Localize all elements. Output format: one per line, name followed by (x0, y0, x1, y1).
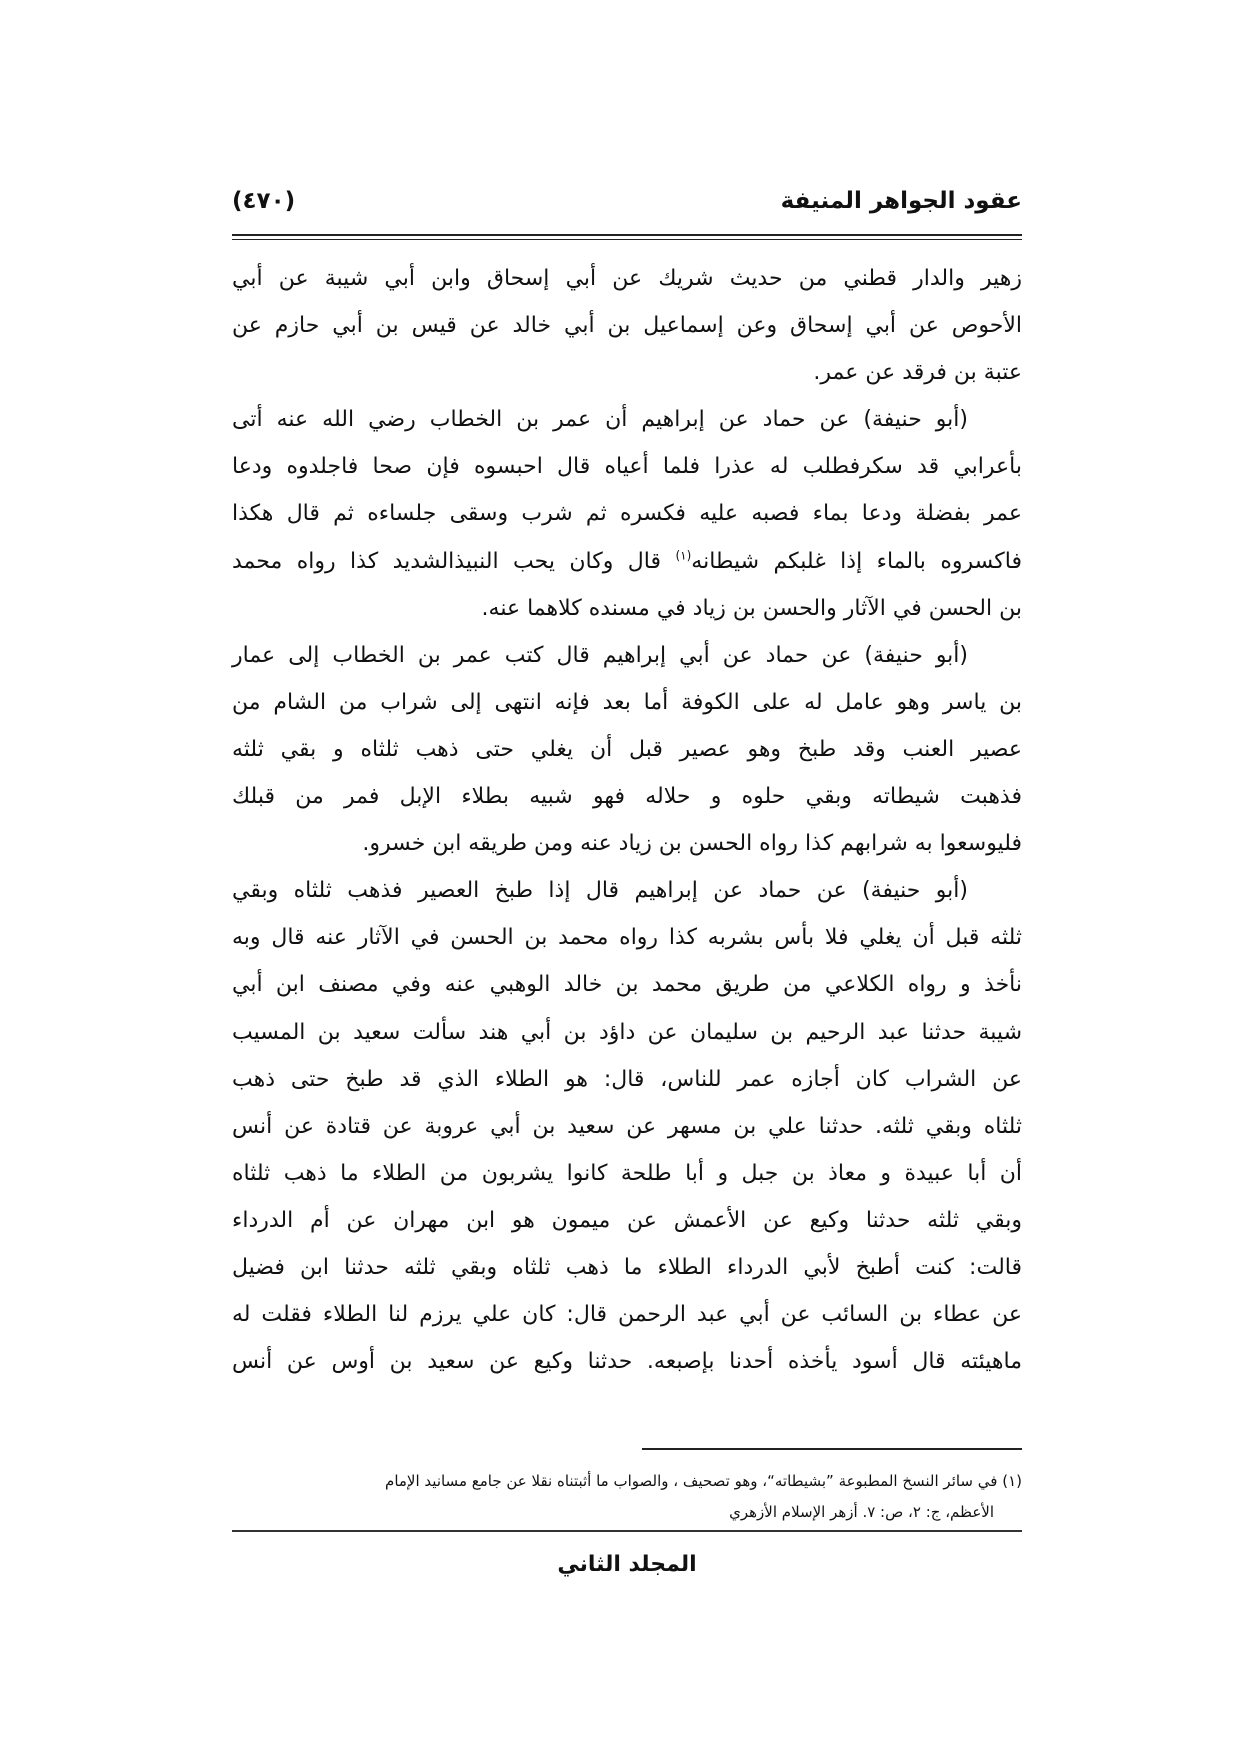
text-line: وبقي ثلثه حدثنا وكيع عن الأعمش عن ميمون هو ابن مهران عن أم الدرداء (232, 1207, 1022, 1233)
text-line: بأعرابي قد سكرفطلب له عذرا فلما أعياه قال احبسوه فإن صحا فاجلدوه ودعا (232, 454, 1022, 480)
text-line: فليوسعوا به شرابهم كذا رواه الحسن بن زياد عنه ومن طريقه ابن خسرو. (362, 831, 1022, 857)
body-text (232, 255, 1022, 1385)
text-line: عن عطاء بن السائب عن أبي عبد الرحمن قال: كان علي يرزم لنا الطلاء فقلت له (232, 1302, 1022, 1328)
footnote-line: (١) في سائر النسخ المطبوعة ”بشيطاته“، وهو تصحيف ، والصواب ما أثبتناه نقلا عن جامع مسانيد الإمام (385, 1472, 1022, 1490)
text-line: (أبو حنيفة) عن حماد عن إبراهيم قال إذا طبخ العصير فذهب ثلثاه وبقي (232, 878, 968, 904)
text-line: عصير العنب وقد طبخ وهو عصير قبل أن يغلي حتى ذهب ثلثاه و بقي ثلثه (232, 736, 1022, 762)
text-line: ماهيئته قال أسود يأخذه أحدنا بإصبعه. حدثنا وكيع عن سعيد بن أوس عن أنس (232, 1349, 1022, 1375)
book-title: عقود الجواهر المنيفة (780, 188, 1022, 214)
footnote-separator (642, 1448, 1022, 1450)
text-line: الأحوص عن أبي إسحاق وعن إسماعيل بن أبي خالد عن قيس بن أبي حازم عن (232, 313, 1022, 339)
footnote-marker[interactable]: (١) (675, 548, 692, 563)
text-segment: قال وكان يحب النبيذالشديد كذا رواه محمد (232, 548, 662, 574)
text-line: بن الحسن في الآثار والحسن بن زياد في مسنده كلاهما عنه. (481, 595, 1022, 621)
page-header (232, 188, 1022, 228)
text-line: عمر بفضلة ودعا بماء فصبه عليه فكسره ثم شرب وسقى جلساءه ثم قال هكذا (232, 501, 1022, 527)
text-line (232, 538, 1022, 585)
footnote-line: الأعظم، ج: ٢، ص: ٧. أزهر الإسلام الأزهري (729, 1503, 994, 1521)
footnotes (232, 1466, 1022, 1528)
text-line: عتبة بن فرقد عن عمر. (813, 360, 1022, 386)
text-line: بن ياسر وهو عامل له على الكوفة أما بعد فإنه انتهى إلى شراب من الشام من (232, 689, 1022, 715)
text-line: ثلثه قبل أن يغلي فلا بأس بشربه كذا رواه محمد بن الحسن في الآثار عنه قال وبه (232, 925, 1022, 951)
text-line: زهير والدار قطني من حديث شريك عن أبي إسحاق وابن أبي شيبة عن أبي (232, 266, 1022, 291)
text-line: (أبو حنيفة) عن حماد عن إبراهيم أن عمر بن الخطاب رضي الله عنه أتى (232, 407, 968, 433)
text-line: (أبو حنيفة) عن حماد عن أبي إبراهيم قال كتب عمر بن الخطاب إلى عمار (232, 642, 968, 668)
text-line: شيبة حدثنا عبد الرحيم بن سليمان عن داؤد بن أبي هند سألت سعيد بن المسيب (232, 1019, 1022, 1045)
header-double-rule (232, 234, 1022, 240)
text-line: نأخذ و رواه الكلاعي من طريق محمد بن خالد الوهبي عنه وفي مصنف ابن أبي (232, 972, 1022, 998)
text-line: ثلثاه وبقي ثلثه. حدثنا علي بن مسهر عن سعيد بن أبي عروبة عن قتادة عن أنس (232, 1113, 1022, 1139)
text-line: فذهبت شيطاته وبقي حلوه و حلاله فهو شبيه بطلاء الإبل فمر من قبلك (232, 784, 1022, 810)
page-number: (٤٧٠) (232, 188, 296, 214)
text-line: قالت: كنت أطبخ لأبي الدرداء الطلاء ما ذهب ثلثاه وبقي ثلثه حدثنا ابن فضيل (232, 1254, 1022, 1280)
volume-label: المجلد الثاني (557, 1552, 697, 1577)
text-line: أن أبا عبيدة و معاذ بن جبل و أبا طلحة كانوا يشربون من الطلاء ما ذهب ثلثاه (232, 1160, 1022, 1186)
footer-rule (232, 1530, 1022, 1532)
text-segment: فاكسروه بالماء إذا غلبكم شيطانه (691, 548, 1022, 574)
text-line: عن الشراب كان أجازه عمر للناس، قال: هو الطلاء الذي قد طبخ حتى ذهب (232, 1066, 1022, 1092)
